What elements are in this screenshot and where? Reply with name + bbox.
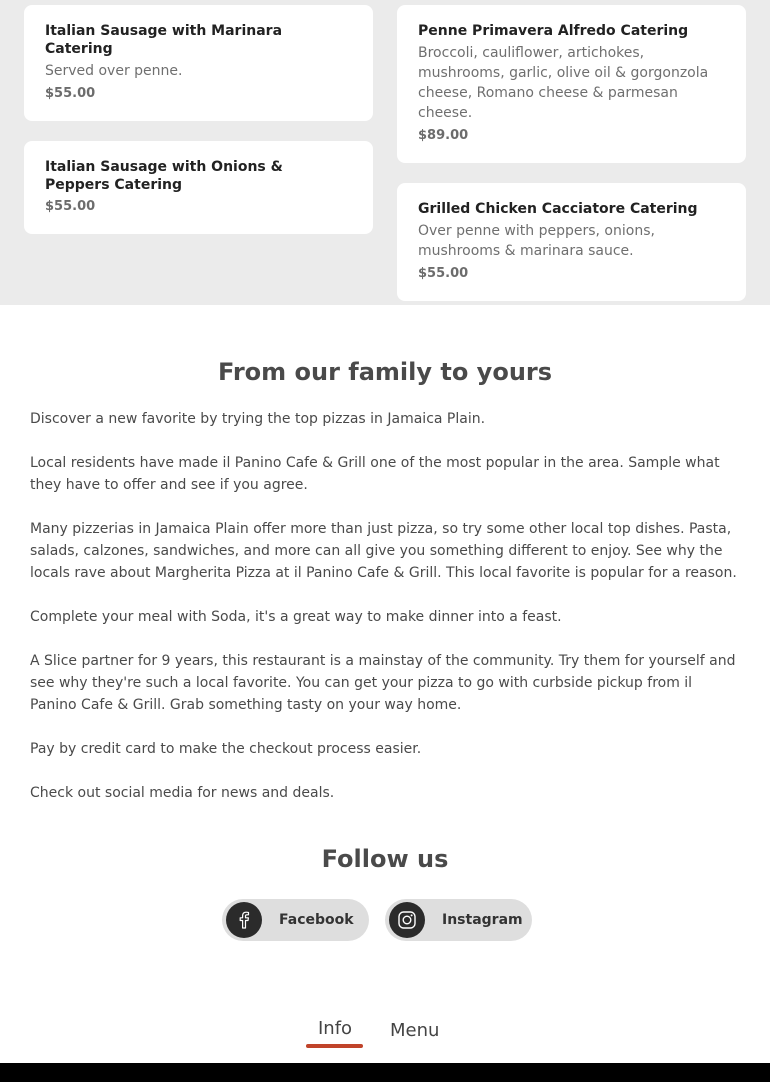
about-paragraph: Check out social media for news and deals. (30, 785, 335, 801)
about-paragraph: A Slice partner for 9 years, this restaurant is a mainstay of the community. Try them for yourself and see why they're such a local favorite. You can get your pizza to go with curbside pickup from il Panino Cafe & Grill. Grab something tasty on your way home. (30, 653, 736, 713)
instagram-label: Instagram (442, 912, 523, 928)
about-title: From our family to yours (217, 358, 553, 386)
about-paragraph: Local residents have made il Panino Cafe & Grill one of the most popular in the area. Sample what they have to offer and see if you agree. (30, 455, 720, 493)
menu-item-title: Italian Sausage with Marinara Catering (45, 23, 283, 57)
menu-item-title: Penne Primavera Alfredo Catering (418, 23, 689, 39)
bottom-tab-bar (0, 1010, 770, 1050)
menu-item-card[interactable] (397, 5, 746, 163)
menu-item-price: $55.00 (418, 266, 469, 281)
tab-menu[interactable]: Menu (390, 1020, 440, 1041)
menu-item-description: Served over penne. (45, 63, 183, 79)
about-paragraph: Many pizzerias in Jamaica Plain offer more than just pizza, so try some other local top dishes. Pasta, salads, calzones, sandwiches, and more can all give you something different to enjoy. See why the locals rave about Margherita Pizza at il Panino Cafe & Grill. This local favorite is popular for a reason. (30, 521, 737, 581)
menu-item-price: $55.00 (45, 199, 96, 214)
menu-column-right (397, 5, 746, 321)
about-paragraph: Discover a new favorite by trying the top pizzas in Jamaica Plain. (30, 411, 486, 427)
about-paragraph: Complete your meal with Soda, it's a great way to make dinner into a feast. (30, 609, 562, 625)
bottom-bar (0, 1063, 770, 1082)
instagram-button[interactable] (385, 899, 532, 941)
about-paragraph: Pay by credit card to make the checkout process easier. (30, 741, 422, 757)
about-section (30, 352, 740, 826)
active-tab-indicator (306, 1044, 363, 1048)
catering-menu-section (0, 0, 770, 305)
menu-item-price: $55.00 (45, 86, 96, 101)
menu-item-description: Over penne with peppers, onions, mushrooms & marinara sauce. (418, 223, 655, 259)
facebook-icon (226, 902, 262, 938)
follow-title: Follow us (321, 845, 449, 873)
instagram-icon (389, 902, 425, 938)
menu-item-price: $89.00 (418, 128, 469, 143)
tab-info[interactable]: Info (318, 1018, 353, 1039)
menu-item-card[interactable] (397, 183, 746, 301)
facebook-label: Facebook (279, 912, 354, 928)
menu-item-title: Italian Sausage with Onions & Peppers Catering (45, 159, 283, 193)
menu-column-left (24, 5, 373, 254)
menu-item-card[interactable] (24, 141, 373, 234)
menu-item-title: Grilled Chicken Cacciatore Catering (418, 201, 698, 217)
facebook-button[interactable] (222, 899, 369, 941)
menu-item-description: Broccoli, cauliflower, artichokes, mushrooms, garlic, olive oil & gorgonzola cheese, Romano cheese & parmesan cheese. (418, 45, 709, 121)
menu-item-card[interactable] (24, 5, 373, 121)
